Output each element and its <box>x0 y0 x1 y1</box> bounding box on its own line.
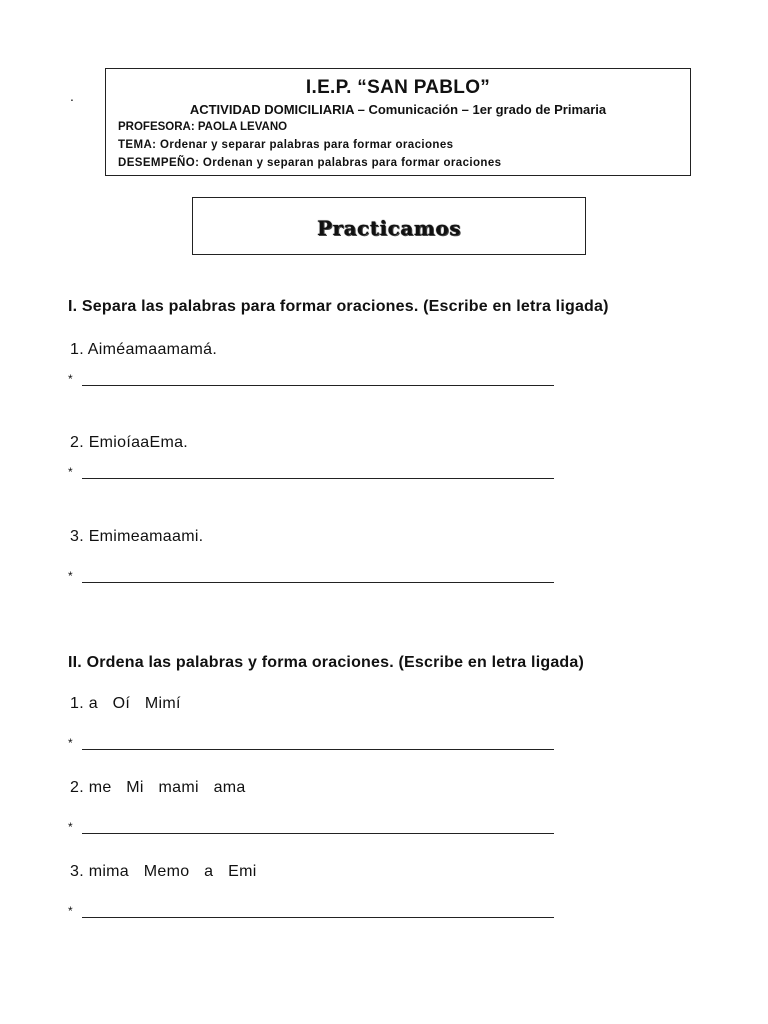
title-box <box>192 197 586 255</box>
section-1-item-1: 1. Aiméamaamamá. <box>70 341 218 358</box>
answer-underline <box>82 833 554 834</box>
answer-marker: * <box>68 465 73 479</box>
section-2-item-3 <box>70 863 267 881</box>
topic-line: TEMA: Ordenar y separar palabras para formar oraciones <box>118 139 454 151</box>
header-box <box>105 68 691 176</box>
answer-marker: * <box>68 372 73 386</box>
answer-marker: * <box>68 904 73 918</box>
word: mami <box>158 779 199 796</box>
stray-dot: . <box>70 88 74 104</box>
word: Mimí <box>144 695 181 712</box>
teacher-line: PROFESORA: PAOLA LEVANO <box>118 121 288 133</box>
page-title: Practicamos <box>317 216 461 240</box>
section-1-item-2: 2. EmioíaaEma. <box>70 434 189 451</box>
word: ama <box>213 779 246 796</box>
answer-underline <box>82 478 554 479</box>
school-name: I.E.P. “SAN PABLO” <box>305 77 491 98</box>
answer-underline <box>82 749 554 750</box>
word: 2. me <box>70 779 112 796</box>
section-2-item-2 <box>70 779 256 797</box>
section-1-item-3: 3. Emimeamaami. <box>70 528 204 545</box>
answer-line[interactable] <box>68 906 554 922</box>
word: Mi <box>126 779 144 796</box>
answer-line[interactable] <box>68 374 554 390</box>
word: 1. a <box>70 695 98 712</box>
word: Memo <box>143 863 190 880</box>
word: a <box>204 863 214 880</box>
answer-line[interactable] <box>68 822 554 838</box>
word: Oí <box>112 695 131 712</box>
answer-line[interactable] <box>68 467 554 483</box>
word: 3. mima <box>70 863 129 880</box>
answer-underline <box>82 385 554 386</box>
performance-line: DESEMPEÑO: Ordenan y separan palabras para formar oraciones <box>118 157 502 169</box>
section-1-heading: I. Separa las palabras para formar oraciones. (Escribe en letra ligada) <box>68 298 609 315</box>
answer-line[interactable] <box>68 571 554 587</box>
answer-underline <box>82 582 554 583</box>
answer-marker: * <box>68 569 73 583</box>
answer-marker: * <box>68 736 73 750</box>
section-2-item-1 <box>70 695 191 713</box>
word: Emi <box>228 863 257 880</box>
section-2-heading: II. Ordena las palabras y forma oraciones. (Escribe en letra ligada) <box>68 654 585 671</box>
answer-line[interactable] <box>68 738 554 754</box>
answer-underline <box>82 917 554 918</box>
activity-line: ACTIVIDAD DOMICILIARIA – Comunicación – 1er grado de Primaria <box>189 102 607 117</box>
answer-marker: * <box>68 820 73 834</box>
